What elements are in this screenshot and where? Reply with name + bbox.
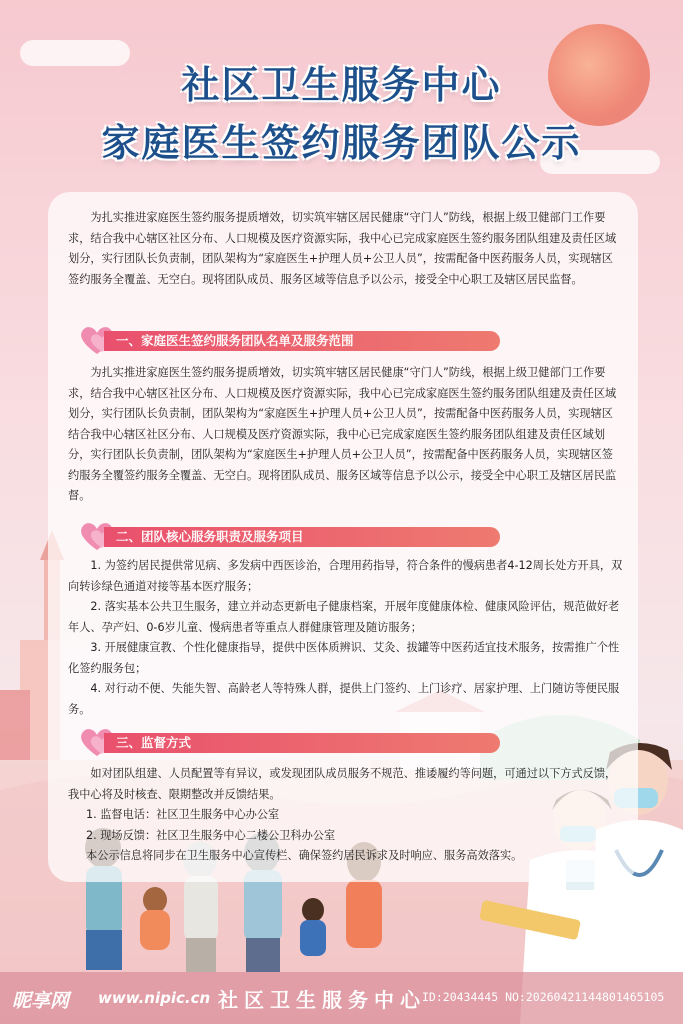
page-title: 社区卫生服务中心 [181, 63, 502, 107]
watermark-id: ID:20434445 NO:20260421144801465105 [422, 990, 665, 1004]
section-2-list [68, 556, 628, 720]
closing-note: 本公示信息将同步在卫生服务中心宣传栏、确保签约居民诉求及时响应、服务高效落实。 [86, 849, 523, 862]
section-1-title: 一、家庭医生签约服务团队名单及服务范围 [104, 331, 500, 351]
list-item: 3. 开展健康宣教、个性化健康指导，提供中医体质辨识、艾灸、拔罐等中医药适宜技术服务，按需推广个性化签约服务包； [68, 641, 620, 675]
list-item: 1. 监督电话：社区卫生服务中心办公室 [86, 808, 280, 821]
section-2-title: 二、团队核心服务职责及服务项目 [104, 527, 500, 547]
watermark-url: www.nipic.cn [98, 989, 211, 1007]
section-3-paragraph: 如对团队组建、人员配置等有异议，或发现团队成员服务不规范、推诿履约等问题，可通过以下方式反馈，我中心将及时核查、限期整改并反馈结果。 [68, 767, 617, 801]
intro-paragraph: 为扎实推进家庭医生签约服务提质增效，切实筑牢辖区居民健康“守门人”防线，根据上级卫健部门工作要求，结合我中心辖区社区分布、人口规模及医疗资源实际，我中心已完成家庭医生签约服务团队组建及责任区域划分，实行团队长负责制，团队架构为“家庭医生+护理人员+公卫人员”，按需配备中医药服务人员，实现辖区签约服务全覆盖、无空白。现将团队成员、服务区域等信息予以公示，接受全中心职工及辖区居民监督。 [68, 211, 617, 286]
watermark-logo: 昵享网 [12, 990, 70, 1012]
list-item: 2. 现场反馈：社区卫生服务中心二楼公卫科办公室 [86, 828, 336, 842]
page-subtitle: 家庭医生签约服务团队公示 [101, 121, 582, 165]
section-3-list [86, 805, 606, 846]
section-1-paragraph: 为扎实推进家庭医生签约服务提质增效，切实筑牢辖区居民健康“守门人”防线，根据上级卫健部门工作要求，结合我中心辖区社区分布、人口规模及医疗资源实际，我中心已完成家庭医生签约服务团队组建及责任区域划分，实行团队长负责制，团队架构为“家庭医生+护理人员+公卫人员”，按需配备中医药服务人员，实现辖区结合我中心辖区社区分布、人口规模及医疗资源实际，我中心已完成家庭医生签约服务团队组建及责任区域划分，实行团队长负责制，团队架构为“家庭医生+护理人员+公卫人员”，按需配备中医药服务人员，实现辖区签约服务全覆签约服务全覆盖、无空白。现将团队成员、服务区域等信息予以公示，接受全中心职工及辖区居民监督。 [68, 366, 617, 502]
list-item: 2. 落实基本公共卫生服务，建立并动态更新电子健康档案，开展年度健康体检、健康风险评估，规范做好老年人、孕产妇、0-6岁儿童、慢病患者等重点人群健康管理及随访服务； [68, 600, 620, 634]
list-item: 1. 为签约居民提供常见病、多发病中西医诊治，合理用药指导，符合条件的慢病患者4-12周长处方开具，双向转诊绿色通道对接等基本医疗服务； [68, 559, 623, 593]
section-3-title: 三、监督方式 [104, 733, 500, 753]
watermark-name: 社区卫生服务中心 [218, 988, 426, 1012]
list-item: 4. 对行动不便、失能失智、高龄老人等特殊人群，提供上门签约、上门诊疗、居家护理、上门随访等便民服务。 [68, 682, 620, 716]
